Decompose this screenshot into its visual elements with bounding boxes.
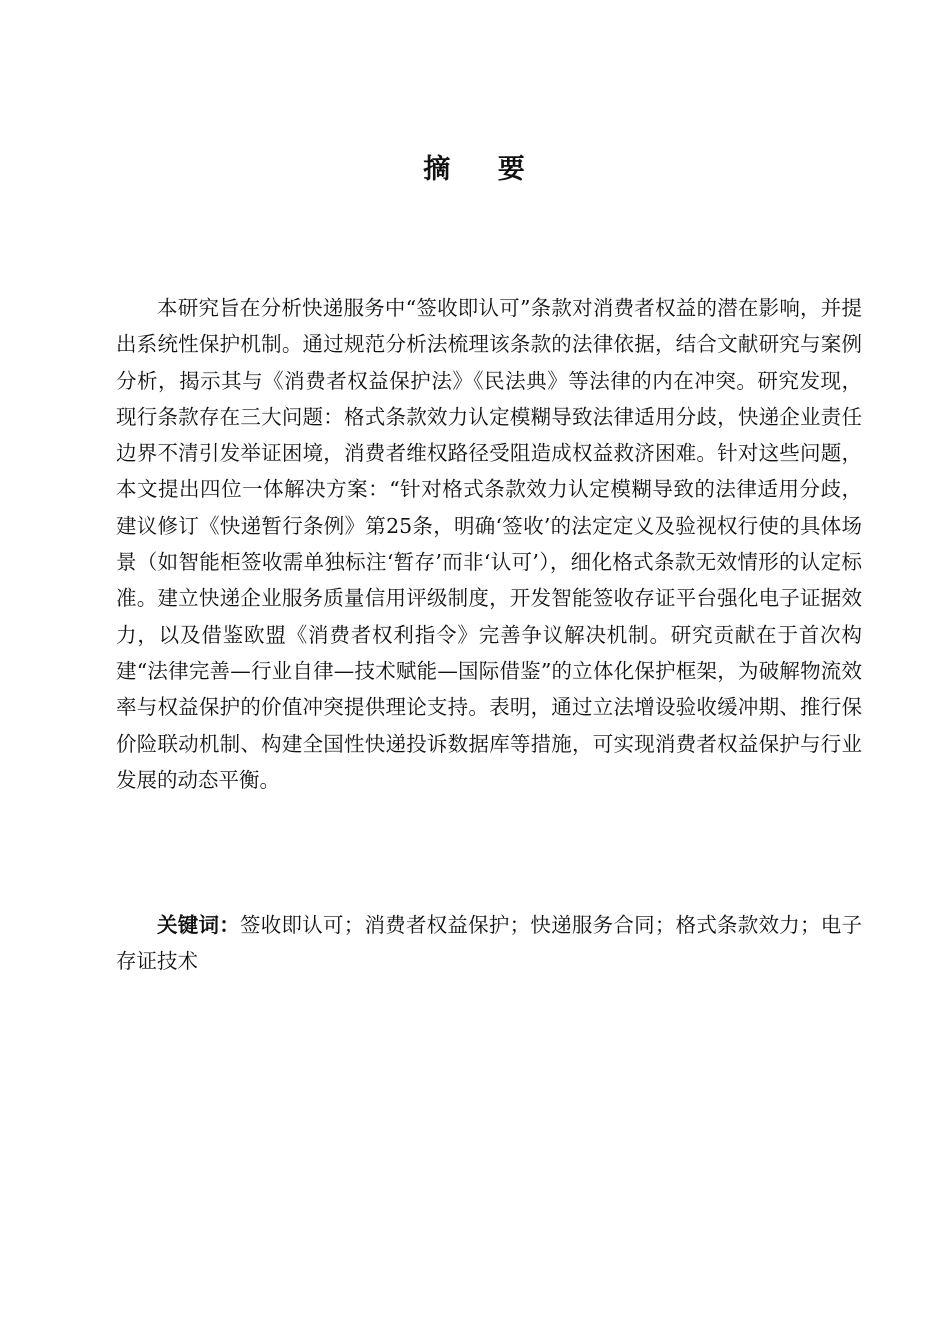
keywords-list: 签收即认可；消费者权益保护；快递服务合同；格式条款效力；电子存证技术 — [116, 913, 863, 974]
abstract-paragraph: 本研究旨在分析快递服务中“签收即认可”条款对消费者权益的潜在影响，并提出系统性保护机制。通过规范分析法梳理该条款的法律依据，结合文献研究与案例分析，揭示其与《消费者权益保护法》《民法典》等法律的内在冲突。研究发现，现行条款存在三大问题：格式条款效力认定模糊导致法律适用分歧，快递企业责任边界不清引发举证困境，消费者维权路径受阻造成权益救济困难。针对这些问题，本文提出四位一体解决方案：“针对格式条款效力认定模糊导致的法律适用分歧，建议修订《快递暂行条例》第25条，明确‘签收’的法定定义及验视权行使的具体场景（如智能柜签收需单独标注‘暂存’而非‘认可’），细化格式条款无效情形的认定标准。建立快递企业服务质量信用评级制度，开发智能签收存证平台强化电子证据效力，以及借鉴欧盟《消费者权利指令》完善争议解决机制。研究贡献在于首次构建“法律完善—行业自律—技术赋能—国际借鉴”的立体化保护框架，为破解物流效率与权益保护的价值冲突提供理论支持。表明，通过立法增设验收缓冲期、推行保价险联动机制、构建全国性快递投诉数据库等措施，可实现消费者权益保护与行业发展的动态平衡。 — [116, 296, 862, 792]
keywords-label: 关键词： — [157, 913, 240, 937]
keywords-paragraph — [116, 907, 862, 980]
abstract-title: 摘 要 — [423, 154, 527, 185]
